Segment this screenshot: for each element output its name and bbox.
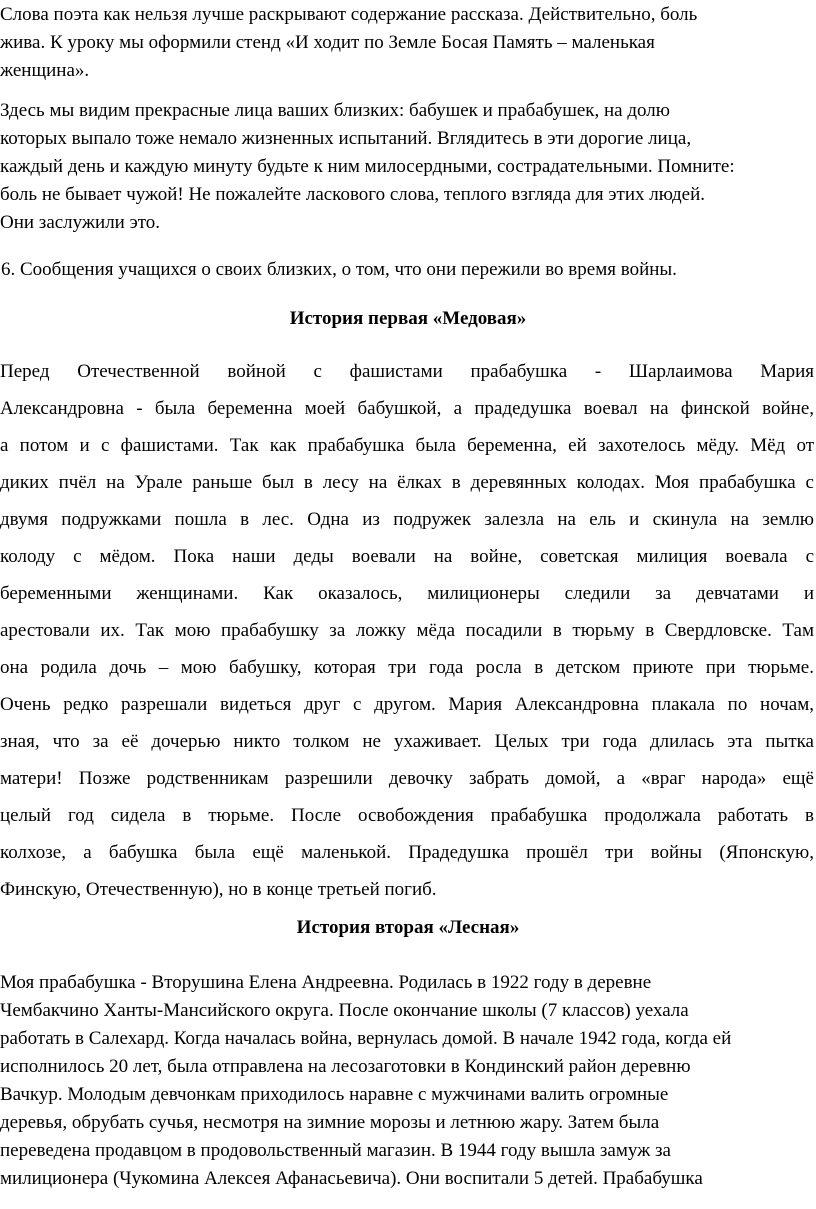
story2-paragraph bbox=[0, 969, 814, 1193]
text-line: каждый день и каждую минуту будьте к ним милосердными, сострадательными. Помните: bbox=[0, 156, 735, 177]
text-line: Очень редко разрешали видеться друг с другом. Мария Александровна плакала по ночам, bbox=[0, 694, 814, 715]
story2-title: История вторая «Лесная» bbox=[296, 917, 520, 938]
text-line: женщина». bbox=[0, 60, 90, 81]
text-line: матери! Позже родственникам разрешили девочку забрать домой, а «враг народа» ещё bbox=[0, 768, 814, 789]
text-line: милиционера (Чукомина Алексея Афанасьевича). Они воспитали 5 детей. Прабабушка bbox=[0, 1168, 703, 1189]
text-line: исполнилось 20 лет, была отправлена на лесозаготовки в Кондинский район деревню bbox=[0, 1056, 691, 1077]
text-line: арестовали их. Так мою прабабушку за ложку мёда посадили в тюрьму в Свердловске. Там bbox=[0, 620, 814, 641]
text-line: Вачкур. Молодым девчонкам приходилось наравне с мужчинами валить огромные bbox=[0, 1084, 669, 1105]
text-line: Слова поэта как нельзя лучше раскрывают содержание рассказа. Действительно, боль bbox=[0, 4, 698, 25]
text-line: зная, что за её дочерью никто толком не ухаживает. Целых три года длилась эта пытка bbox=[0, 731, 814, 752]
text-line: беременными женщинами. Как оказалось, милиционеры следили за девчатами и bbox=[0, 583, 814, 604]
text-line: целый год сидела в тюрьме. После освобождения прабабушка продолжала работать в bbox=[0, 805, 814, 826]
text-line: Перед Отечественной войной с фашистами прабабушка - Шарлаимова Мария bbox=[0, 361, 814, 382]
story1-title: История первая «Медовая» bbox=[289, 308, 527, 329]
paragraph-faces bbox=[0, 97, 814, 237]
text-line: двумя подружками пошла в лес. Одна из подружек залезла на ель и скинула на землю bbox=[0, 509, 814, 530]
text-line: Здесь мы видим прекрасные лица ваших близких: бабушек и прабабушек, на долю bbox=[0, 100, 670, 121]
text-line: которых выпало тоже немало жизненных испытаний. Вглядитесь в эти дорогие лица, bbox=[0, 128, 692, 149]
text-line: работать в Салехард. Когда началась война, вернулась домой. В начале 1942 года, когда ей bbox=[0, 1028, 732, 1049]
text-line: а потом и с фашистами. Так как прабабушка была беременна, ей захотелось мёду. Мёд от bbox=[0, 435, 814, 456]
text-line: Александровна - была беременна моей бабушкой, а прадедушка воевал на финской войне, bbox=[0, 398, 814, 419]
story1-paragraph bbox=[0, 353, 814, 908]
text-line: Чембакчино Ханты-Мансийского округа. После окончание школы (7 классов) уехала bbox=[0, 1000, 689, 1021]
text-line: жива. К уроку мы оформили стенд «И ходит по Земле Босая Память – маленькая bbox=[0, 32, 655, 53]
text-line: боль не бывает чужой! Не пожалейте ласкового слова, теплого взгляда для этих людей. bbox=[0, 184, 706, 205]
text-line: деревья, обрубать сучья, несмотря на зимние морозы и летнюю жару. Затем была bbox=[0, 1112, 660, 1133]
text-line: колоду с мёдом. Пока наши деды воевали на войне, советская милиция воевала с bbox=[0, 546, 814, 567]
text-line: переведена продавцом в продовольственный магазин. В 1944 году вышла замуж за bbox=[0, 1140, 671, 1161]
text-line: Финскую, Отечественную), но в конце третьей погиб. bbox=[0, 879, 437, 900]
text-line: диких пчёл на Урале раньше был в лесу на ёлках в деревянных колодах. Моя прабабушка с bbox=[0, 472, 814, 493]
list-item-6: 6. Сообщения учащихся о своих близких, о том, что они пережили во время войны. bbox=[1, 259, 677, 280]
text-line: Они заслужили это. bbox=[0, 212, 161, 233]
text-line: Моя прабабушка - Вторушина Елена Андреевна. Родилась в 1922 году в деревне bbox=[0, 972, 652, 993]
text-line: она родила дочь – мою бабушку, которая три года росла в детском приюте при тюрьме. bbox=[0, 657, 814, 678]
paragraph-intro bbox=[0, 1, 814, 85]
text-line: колхозе, а бабушка была ещё маленькой. Прадедушка прошёл три войны (Японскую, bbox=[0, 842, 814, 863]
